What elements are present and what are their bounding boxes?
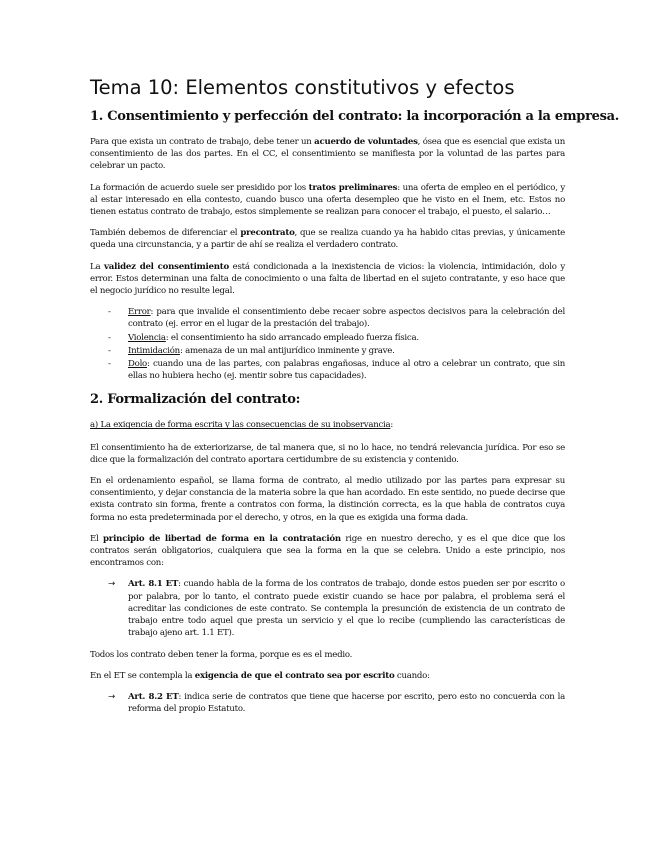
text-run: : indica serie de contratos que tiene que hacerse por escrito, pero esto no concuerda con la reforma del propio Estatuto. — [128, 691, 565, 715]
paragraph-todos: Todos los contrato deben tener la forma, porque es es el medio. — [90, 649, 353, 660]
bold-term: validez del consentimiento — [104, 261, 229, 272]
text-run: , que se realiza cuando ya ha habido citas previas, y únicamente queda una circunstancia, y a partir de ahí se realiza el verdadero contrato. — [90, 228, 566, 251]
paragraph-tratos — [90, 182, 565, 219]
page-title: Tema 10: Elementos constitutivos y efectos — [90, 76, 515, 99]
text-run: : — [390, 420, 394, 431]
text-run: : cuando una de las partes, con palabras engañosas, induce al otro a celebrar un contrato, que sin ellas no hubiera hecho (ej. mentir sobre tus capacidades). — [128, 359, 565, 382]
text-run: En el ET se contempla la — [90, 670, 195, 681]
paragraph-precontrato — [90, 227, 565, 251]
paragraph-validez — [90, 261, 565, 298]
article-list — [90, 578, 565, 639]
text-run: También debemos de diferenciar el — [90, 228, 241, 239]
underlined-term: Error — [128, 307, 151, 318]
text-run: cuando: — [394, 670, 430, 681]
list-item — [128, 332, 565, 344]
text-run: La — [90, 261, 105, 272]
text-run: , ósea que es esencial que exista un consentimiento de las dos partes. En el CC, el consentimiento se manifiesta por la voluntad de las partes para celebrar un pacto. — [90, 137, 565, 172]
article-list — [90, 691, 565, 715]
bold-term: exigencia de que el contrato sea por escrito — [194, 670, 395, 681]
vicios-list — [90, 306, 565, 382]
bold-term: tratos preliminares — [308, 182, 398, 193]
paragraph-acuerdo — [90, 136, 565, 173]
list-item — [128, 358, 565, 382]
paragraph-libertad-forma — [90, 533, 565, 570]
subheading — [90, 419, 565, 431]
bold-term: Art. 8.1 ET — [128, 579, 179, 590]
text-run: El — [90, 533, 104, 544]
list-item — [128, 691, 565, 715]
text-run: La formación de acuerdo suele ser presidido por los — [90, 182, 309, 193]
bold-term: principio de libertad de forma en la contratación — [103, 533, 341, 544]
paragraph-exteriorizarse: El consentimiento ha de exteriorizarse, de tal manera que, si no lo hace, no tendrá relevancia jurídica. Por eso se dice que la formalización del contrato aportara certidumbre de su existencia y contenido. — [90, 442, 565, 465]
text-run: : el consentimiento ha sido arrancado empleado fuerza física. — [165, 332, 419, 343]
list-item — [128, 306, 565, 330]
text-run: : para que invalide el consentimiento debe recaer sobre aspectos decisivos para la celebración del contrato (ej. error en el lugar de la prestación del trabajo). — [128, 307, 565, 330]
underlined-term: Intimidación — [128, 345, 180, 356]
text-run: : amenaza de un mal antijurídico inminente y grave. — [179, 345, 395, 356]
text-run: está condicionada a la inexistencia de vicios: la violencia, intimidación, dolo y error. Estos determinan una falta de conocimiento o una falta de libertad en el sujeto contratante, y eso hace que el negocio jurídico no resulte legal. — [90, 261, 566, 297]
bold-term: precontrato — [240, 228, 295, 239]
bold-term: Art. 8.2 ET — [128, 691, 179, 702]
paragraph-exigencia — [90, 670, 565, 682]
paragraph-ordenamiento: En el ordenamiento español, se llama forma de contrato, al medio utilizado por las partes para expresar su consentimiento, y dejar constancia de la materia sobre la que han acordado. En este sentido, no puede decirse que exista contrato sin forma, frente a contratos con forma, la distinción correcta, es la que habla de contratos cuya forma no esta predeterminada por el derecho, y otros, en la que es exigida una forma dada. — [90, 476, 565, 523]
underlined-term: Dolo — [128, 359, 147, 370]
list-item — [128, 345, 565, 357]
bold-term: acuerdo de voluntades — [314, 137, 418, 147]
text-run: Para que exista un contrato de trabajo, debe tener un — [90, 137, 315, 147]
text-run: : cuando habla de la forma de los contratos de trabajo, donde estos pueden ser por escrito o por palabra, por lo tanto, el contrato puede existir cuando se hace por palabra, el problema será el acreditar las condiciones de este contrato. Se contempla la presunción de existencia de un contrato de trabajo entre todo aquel que presta un servicio y el que lo recibe (cumpliendo las características de trabajo ajeno art. 1.1 ET). — [128, 579, 565, 639]
text-run: rige en nuestro derecho, y es el que dice que los contratos serán obligatorios, cualquiera que sea la forma en la que se celebra. Unido a este principio, nos encontramos con: — [90, 533, 565, 569]
document-body — [90, 76, 619, 724]
section-1-heading: 1. Consentimiento y perfección del contrato: la incorporación a la empresa. — [90, 109, 619, 124]
underlined-subheading: a) La exigencia de forma escrita y las consecuencias de su inobservancia — [90, 420, 391, 431]
section-2-heading: 2. Formalización del contrato: — [90, 392, 301, 408]
text-run: : una oferta de empleo en el periódico, y al estar interesado en ella contesto, cuando busco una oferta desempleo que he visto en el Inem, etc. Estos no tienen estatus contrato de trabajo, estos simplemente se realizan para conocer el trabajo, el puesto, el salario… — [90, 182, 566, 218]
list-item — [128, 578, 565, 639]
underlined-term: Violencia — [128, 332, 166, 343]
